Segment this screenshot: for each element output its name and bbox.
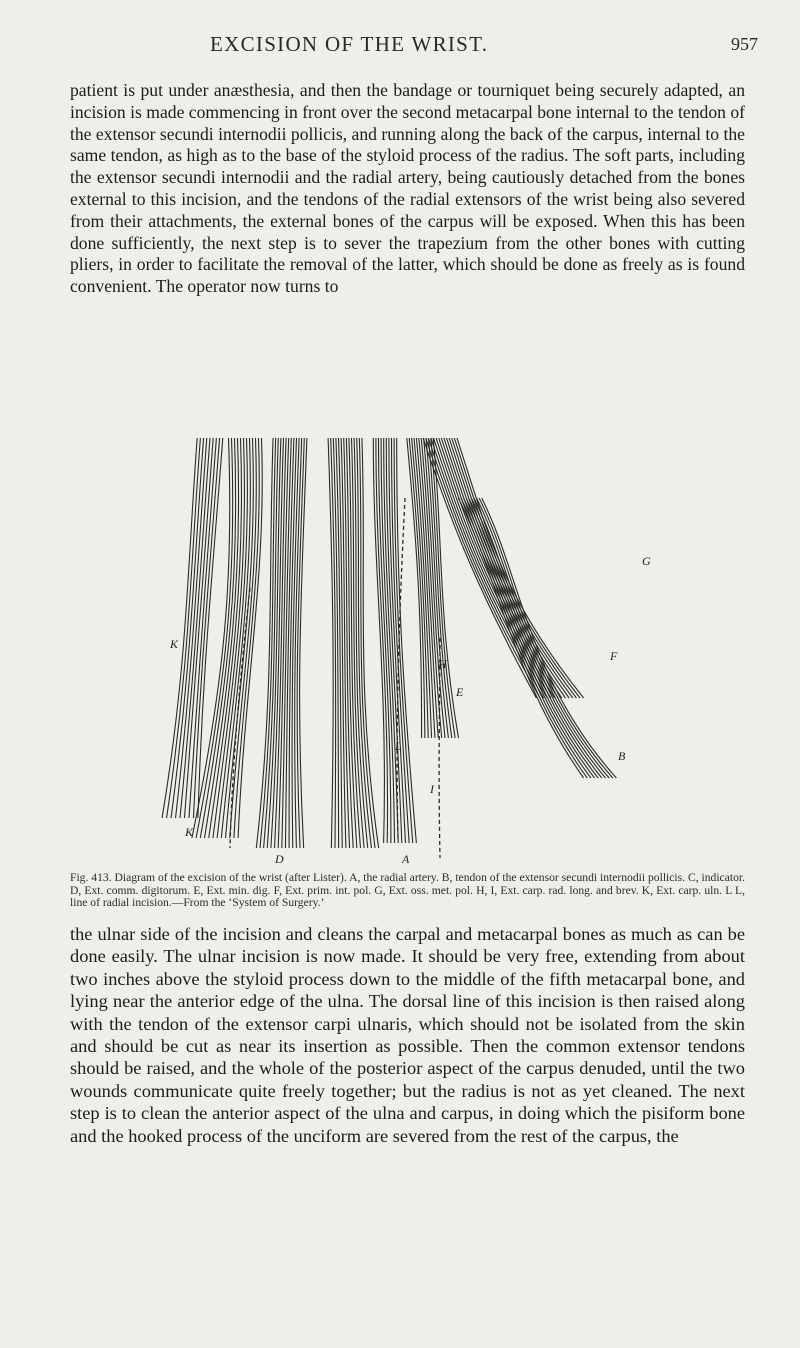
figure-label-b: B	[618, 749, 626, 763]
figure-label-k: K	[170, 637, 179, 651]
ext-prim-int-pol-strand	[482, 498, 617, 778]
figure-label-h: H	[438, 657, 447, 671]
ext-comm-dig-mid-strand	[300, 438, 307, 848]
figure-label-g: G	[642, 554, 651, 568]
running-head	[0, 32, 800, 62]
ext-oss-met-pol-strand	[452, 438, 577, 698]
body-paragraph-bottom: the ulnar side of the incision and cleans the carpal and metacarpal bones as much as can be done easily. The ulnar incision is now made. It should be very free, extending from about two inches above the styloid process down to the middle of the fifth metacarpal bone, and lying near the anterior edge of the ulna. The dorsal line of this incision is then raised along with the tendon of the extensor carpi ulnaris, which should not be isolated from the skin and should be cut as near its insertion as possible. Then the common extensor tendons should be raised, and the whole of the posterior aspect of the carpus denuded, until the two wounds communicate quite freely together; but the radius is not as yet cleaned. The next step is to clean the anterior aspect of the ulna and carpus, in doing which the pisiform bone and the hooked process of the unciform are severed from the rest of the carpus, the	[70, 924, 745, 1146]
diagram-drawing	[140, 438, 680, 870]
ext-carp-uln-strand	[162, 438, 197, 818]
figure-caption: Fig. 413. Diagram of the excision of the wrist (after Lister). A, the radial artery. B, tendon of the extensor secundi internodii pollicis. C, indicator. D, Ext. comm. digitorum. E, Ext. min. dig. F, Ext. prim. int. pol. G, Ext. oss. met. pol. H, I, Ext. carp. rad. long. and brev. K, Ext. carp. uln. L L, line of radial incision.—From the ‘System of Surgery.’	[70, 871, 745, 910]
ext-prim-int-pol-strand	[477, 498, 610, 778]
figure-label-i: I	[430, 782, 434, 796]
ext-carp-uln-strand	[167, 438, 201, 818]
ext-comm-dig-right-strand	[336, 438, 342, 848]
figure-label-k: K	[185, 825, 194, 839]
figure-label-d: D	[275, 852, 284, 866]
ext-min-dig-strand	[384, 438, 398, 843]
ext-oss-met-pol-strand	[454, 438, 580, 698]
wrist-tendon-diagram	[140, 438, 680, 870]
body-paragraph-top: patient is put under anæsthesia, and then the bandage or tourniquet being securely adapted, an incision is made commencing in front over the second metacarpal bone internal to the tendon of the extensor secundi internodii pollicis, and running along the back of the carpus, internal to the same tendon, as high as to the base of the styloid process of the radius. The soft parts, including the extensor secundi internodii and the radial artery, being cautiously detached from the bones external to this incision, and the tendons of the radial extensors of the wrist being also severed from their attachments, the external bones of the carpus will be exposed. When this has been done sufficiently, the next step is to sever the trapezium from the other bones with cutting pliers, in order to facilitate the removal of the latter, which should be done as freely as is found convenient. The operator now turns to	[70, 80, 745, 297]
running-title: EXCISION OF THE WRIST.	[210, 32, 489, 56]
figure-label-a: A	[402, 852, 410, 866]
figure-label-e: E	[456, 685, 464, 699]
figure-label-f: F	[610, 649, 618, 663]
ext-carp-rad-strand	[407, 438, 422, 738]
ext-comm-dig-right-strand	[362, 438, 379, 848]
ext-carp-uln-strand	[184, 438, 213, 818]
page-number: 957	[731, 34, 758, 54]
ext-comm-dig-right-strand	[359, 438, 375, 848]
figure-label-l: L	[395, 739, 402, 753]
